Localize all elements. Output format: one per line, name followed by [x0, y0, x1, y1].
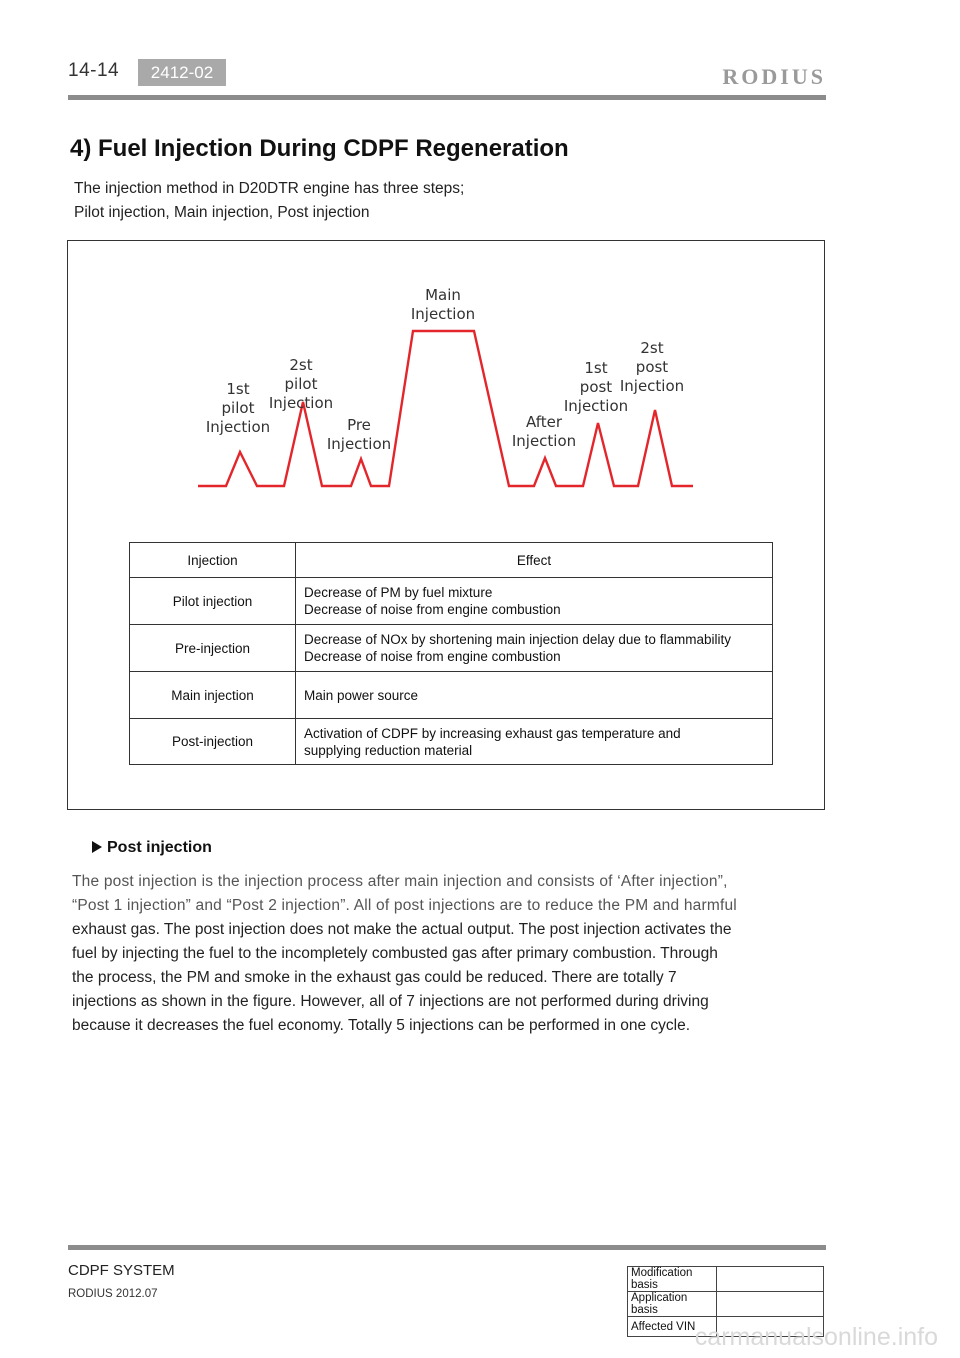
paragraph-line: exhaust gas. The post injection does not make the actual output. The post injection activates the [72, 921, 732, 938]
brand-logo: RODIUS [722, 64, 826, 89]
paragraph-line: “Post 1 injection” and “Post 2 injection”. All of post injections are to reduce the PM and harmful [72, 897, 737, 914]
table-row [130, 719, 773, 765]
paragraph-line: because it decreases the fuel economy. Totally 5 injections can be performed in one cycle. [72, 1017, 691, 1034]
post-injection-paragraph [72, 870, 832, 1038]
label-main-injection: Main Injection [410, 286, 476, 323]
label-1st-post-injection: 1st post Injection [563, 359, 629, 415]
label-1st-pilot-injection: 1st pilot Injection [205, 380, 271, 436]
effect-cell [296, 672, 773, 719]
meta-label: Modification basis [628, 1267, 717, 1292]
post-injection-heading [92, 839, 212, 857]
effect-line: supplying reduction material [304, 742, 473, 758]
paragraph-line: fuel by injecting the fuel to the incompletely combusted gas after primary combustion. Through [72, 945, 718, 962]
injection-cell: Pilot injection [130, 578, 296, 625]
table-row [628, 1292, 824, 1317]
table-row [628, 1267, 824, 1292]
column-header-effect: Effect [296, 543, 773, 578]
injection-effect-table [129, 542, 773, 765]
post-injection-heading-text: Post injection [107, 839, 212, 856]
meta-label: Affected VIN [628, 1317, 717, 1337]
triangle-bullet-icon [92, 841, 102, 853]
intro-line-1: The injection method in D20DTR engine has three steps; [74, 180, 465, 197]
meta-value [717, 1267, 824, 1292]
footer-section-name: CDPF SYSTEM [68, 1262, 175, 1279]
effect-cell [296, 625, 773, 672]
injection-cell: Pre-injection [130, 625, 296, 672]
page-number: 14-14 [68, 60, 120, 81]
effect-cell [296, 719, 773, 765]
injection-cell: Main injection [130, 672, 296, 719]
effect-line: Activation of CDPF by increasing exhaust gas temperature and [304, 725, 681, 741]
effect-line: Decrease of PM by fuel mixture [304, 585, 493, 600]
table-row [130, 625, 773, 672]
section-title: 4) Fuel Injection During CDPF Regeneration [70, 135, 569, 162]
label-after-injection: After Injection [511, 413, 577, 450]
intro-line-2: Pilot injection, Main injection, Post injection [74, 204, 370, 221]
effect-line: Decrease of NOx by shortening main injection delay due to flammability [304, 632, 731, 647]
label-2st-pilot-injection: 2st pilot Injection [268, 356, 334, 412]
column-header-injection: Injection [130, 543, 296, 578]
effect-line: Decrease of noise from engine combustion [304, 649, 561, 664]
meta-label: Application basis [628, 1292, 717, 1317]
paragraph-line: the process, the PM and smoke in the exhaust gas could be reduced. There are totally 7 [72, 969, 677, 986]
paragraph-line: The post injection is the injection process after main injection and consists of ‘After injection”, [72, 873, 728, 890]
table-row [130, 672, 773, 719]
effect-line: Main power source [304, 687, 419, 703]
table-row [130, 578, 773, 625]
watermark: carmanualsonline.info [694, 1323, 938, 1351]
injection-cell: Post-injection [130, 719, 296, 765]
label-pre-injection: Pre Injection [326, 416, 392, 453]
meta-value [717, 1292, 824, 1317]
effect-line: Decrease of noise from engine combustion [304, 602, 561, 617]
label-2st-post-injection: 2st post Injection [619, 339, 685, 395]
table-header-row [130, 543, 773, 578]
document-code-badge: 2412-02 [138, 59, 226, 86]
effect-cell [296, 578, 773, 625]
footer-model-date: RODIUS 2012.07 [68, 1288, 158, 1300]
footer-divider [68, 1245, 826, 1250]
paragraph-line: injections as shown in the figure. However, all of 7 injections are not performed during driving [72, 993, 709, 1010]
